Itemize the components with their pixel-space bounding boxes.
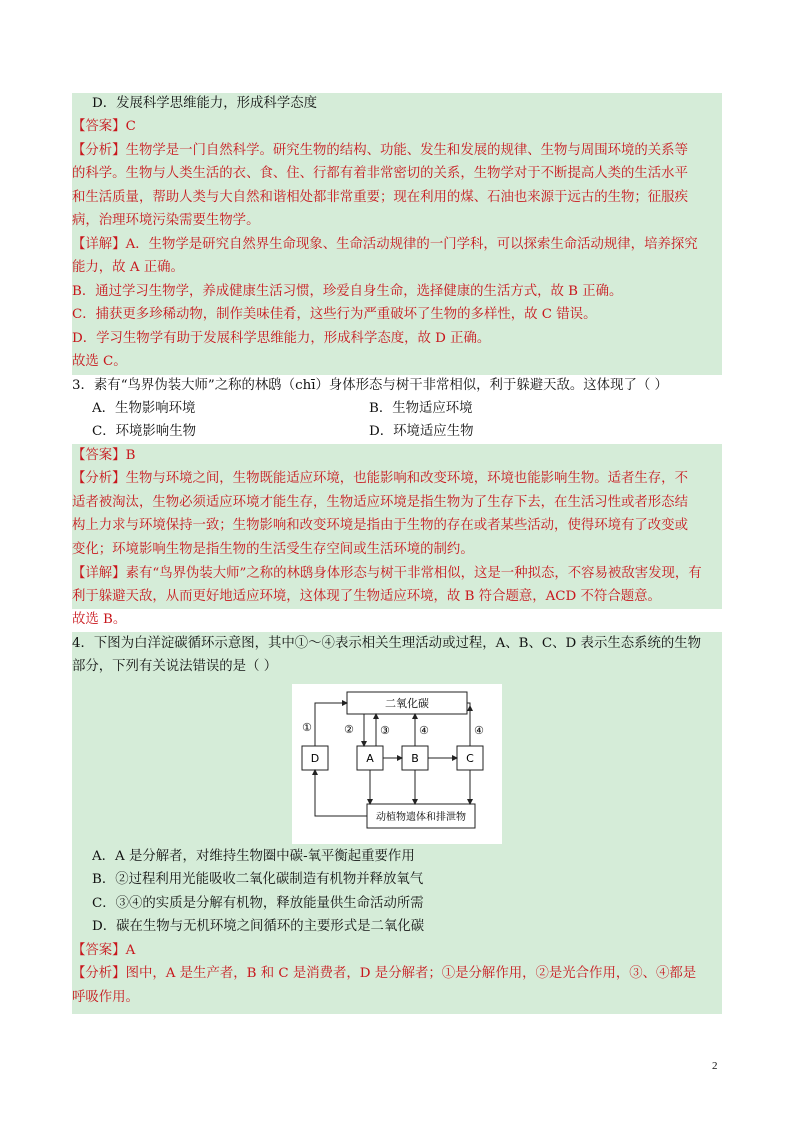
- node-b-label: B: [411, 752, 419, 765]
- option-d: D．发展科学思维能力，形成科学态度: [92, 96, 317, 111]
- analysis-line: 的科学。生物与人类生活的衣、食、住、行都有着非常密切的关系，生物学对于不断提高人类的生活水平: [72, 166, 688, 181]
- analysis-line: 【分析】图中，A 是生产者，B 和 C 是消费者，D 是分解者；①是分解作用，②是光合作用，③、④都是: [72, 966, 697, 981]
- detail-line: C．捕获更多珍稀动物，制作美味佳肴，这些行为严重破坏了生物的多样性，故 C 错误。: [72, 307, 597, 322]
- option: C．环境影响生物: [92, 424, 196, 439]
- option: C．③④的实质是分解有机物，释放能量供生命活动所需: [92, 896, 424, 911]
- remains-label: 动植物遗体和排泄物: [376, 812, 466, 823]
- detail-line: 【详解】A．生物学是研究自然界生命现象、生命活动规律的一门学科，可以探索生命活动规律，培养探究: [72, 237, 698, 252]
- question-3-stem: 3．素有“鸟界伪装大师”之称的林鸱（chī）身体形态与树干非常相似，利于躲避天敌。这体现了（ ）: [72, 378, 668, 393]
- detail-line: 能力，故 A 正确。: [72, 260, 184, 275]
- marker-5: ④: [474, 724, 484, 737]
- carbon-cycle-diagram: [292, 684, 502, 844]
- option: D．环境适应生物: [369, 424, 474, 439]
- question-4-stem: 4．下图为白洋淀碳循环示意图，其中①～④表示相关生理活动或过程，A、B、C、D 表示生态系统的生物: [72, 636, 702, 651]
- option: A．A 是分解者，对维持生物圈中碳-氧平衡起重要作用: [92, 849, 415, 864]
- answer-line: 【答案】A: [72, 943, 136, 958]
- option: D．碳在生物与无机环境之间循环的主要形式是二氧化碳: [92, 919, 425, 934]
- detail-line: 利于躲避天敌，从而更好地适应环境，这体现了生物适应环境，故 B 符合题意，ACD 不符合题意。: [72, 589, 661, 604]
- option: A．生物影响环境: [92, 401, 196, 416]
- conclusion: 故选 C。: [72, 354, 127, 369]
- option: B．生物适应环境: [369, 401, 473, 416]
- option: B．②过程利用光能吸收二氧化碳制造有机物并释放氧气: [92, 872, 424, 887]
- marker-4: ④: [419, 724, 429, 737]
- carbon-dioxide-label: 二氧化碳: [385, 697, 429, 710]
- analysis-line: 【分析】生物与环境之间，生物既能适应环境，也能影响和改变环境，环境也能影响生物。适者生存，不: [72, 471, 688, 486]
- node-a-label: A: [366, 752, 374, 765]
- marker-3: ③: [380, 724, 390, 737]
- analysis-line: 适者被淘汰，生物必须适应环境才能生存，生物适应环境是指生物为了生存下去，在生活习性或者形态结: [72, 495, 688, 510]
- marker-1: ①: [302, 721, 312, 734]
- analysis-line: 【分析】生物学是一门自然科学。研究生物的结构、功能、发生和发展的规律、生物与周围环境的关系等: [72, 143, 688, 158]
- analysis-line: 和生活质量，帮助人类与大自然和谐相处都非常重要；现在利用的煤、石油也来源于远古的生物；征服疾: [72, 190, 688, 205]
- node-c-label: C: [466, 752, 474, 765]
- question-3-options-row: [92, 398, 722, 420]
- analysis-line: 构上力求与环境保持一致；生物影响和改变环境是指由于生物的存在或者某些活动，使得环境有了改变或: [72, 518, 688, 533]
- page-number: 2: [712, 1060, 718, 1072]
- analysis-line: 呼吸作用。: [72, 990, 139, 1005]
- answer-line: 【答案】B: [72, 448, 136, 463]
- marker-2: ②: [344, 723, 354, 736]
- analysis-line: 变化；环境影响生物是指生物的生活受生存空间或生活环境的制约。: [72, 542, 474, 557]
- analysis-line: 病，治理环境污染需要生物学。: [72, 213, 260, 228]
- conclusion: 故选 B。: [72, 612, 127, 627]
- answer-line: 【答案】C: [72, 119, 136, 134]
- question-4-stem: 部分，下列有关说法错误的是（ ）: [72, 659, 278, 674]
- detail-line: B．通过学习生物学，养成健康生活习惯，珍爱自身生命，选择健康的生活方式，故 B 正确。: [72, 284, 623, 299]
- question-3-options-row: [92, 421, 722, 443]
- node-d-label: D: [310, 752, 320, 765]
- detail-line: 【详解】素有“鸟界伪装大师”之称的林鸱身体形态与树干非常相似，这是一种拟态，不容易被敌害发现，有: [72, 566, 702, 581]
- detail-line: D．学习生物学有助于发展科学思维能力，形成科学态度，故 D 正确。: [72, 331, 491, 346]
